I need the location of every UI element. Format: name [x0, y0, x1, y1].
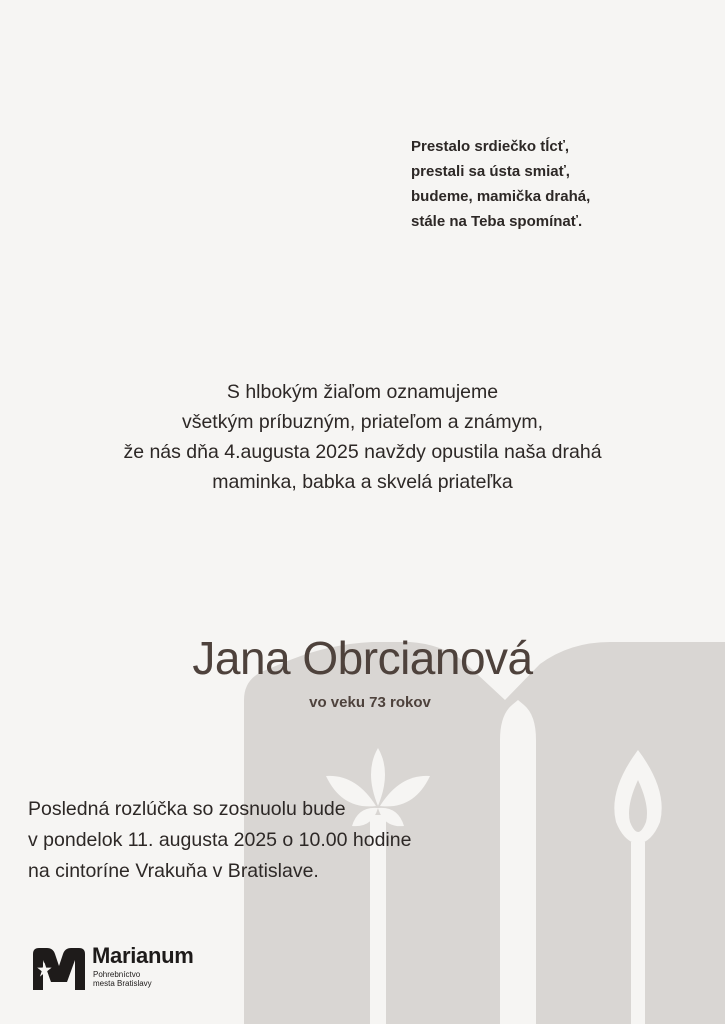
logo-tagline-line: Pohrebníctvo: [93, 970, 141, 979]
poem-block: [411, 134, 691, 234]
announcement-block: [40, 377, 685, 497]
deceased-age: vo veku 73 rokov: [309, 694, 431, 711]
poem-line: budeme, mamička drahá,: [411, 188, 591, 205]
marianum-logo-icon: [33, 946, 85, 990]
announcement-line: že nás dňa 4.augusta 2025 navždy opustila naša drahá: [123, 441, 602, 463]
marianum-logo: [33, 944, 233, 994]
logo-tagline: [93, 970, 203, 988]
funeral-line: na cintoríne Vrakuňa v Bratislave.: [28, 860, 319, 882]
poem-line: prestali sa ústa smiať,: [411, 163, 570, 180]
funeral-line: Posledná rozlúčka so zosnuolu bude: [28, 798, 346, 820]
decorative-m-groove: [500, 700, 536, 1024]
logo-tagline-line: mesta Bratislavy: [93, 979, 152, 988]
poem-line: Prestalo srdiečko tĺcť,: [411, 138, 570, 155]
announcement-line: všetkým príbuzným, priateľom a známym,: [181, 411, 544, 433]
poem-line: stále na Teba spomínať.: [411, 213, 583, 230]
announcement-line: S hlbokým žiaľom oznamujeme: [226, 381, 499, 403]
deceased-name: Jana Obrcianová: [192, 632, 533, 684]
announcement-line: maminka, babka a skvelá priateľka: [212, 471, 513, 493]
funeral-info-block: [28, 794, 488, 887]
logo-name: Marianum: [92, 943, 194, 968]
funeral-line: v pondelok 11. augusta 2025 o 10.00 hodine: [28, 829, 412, 851]
